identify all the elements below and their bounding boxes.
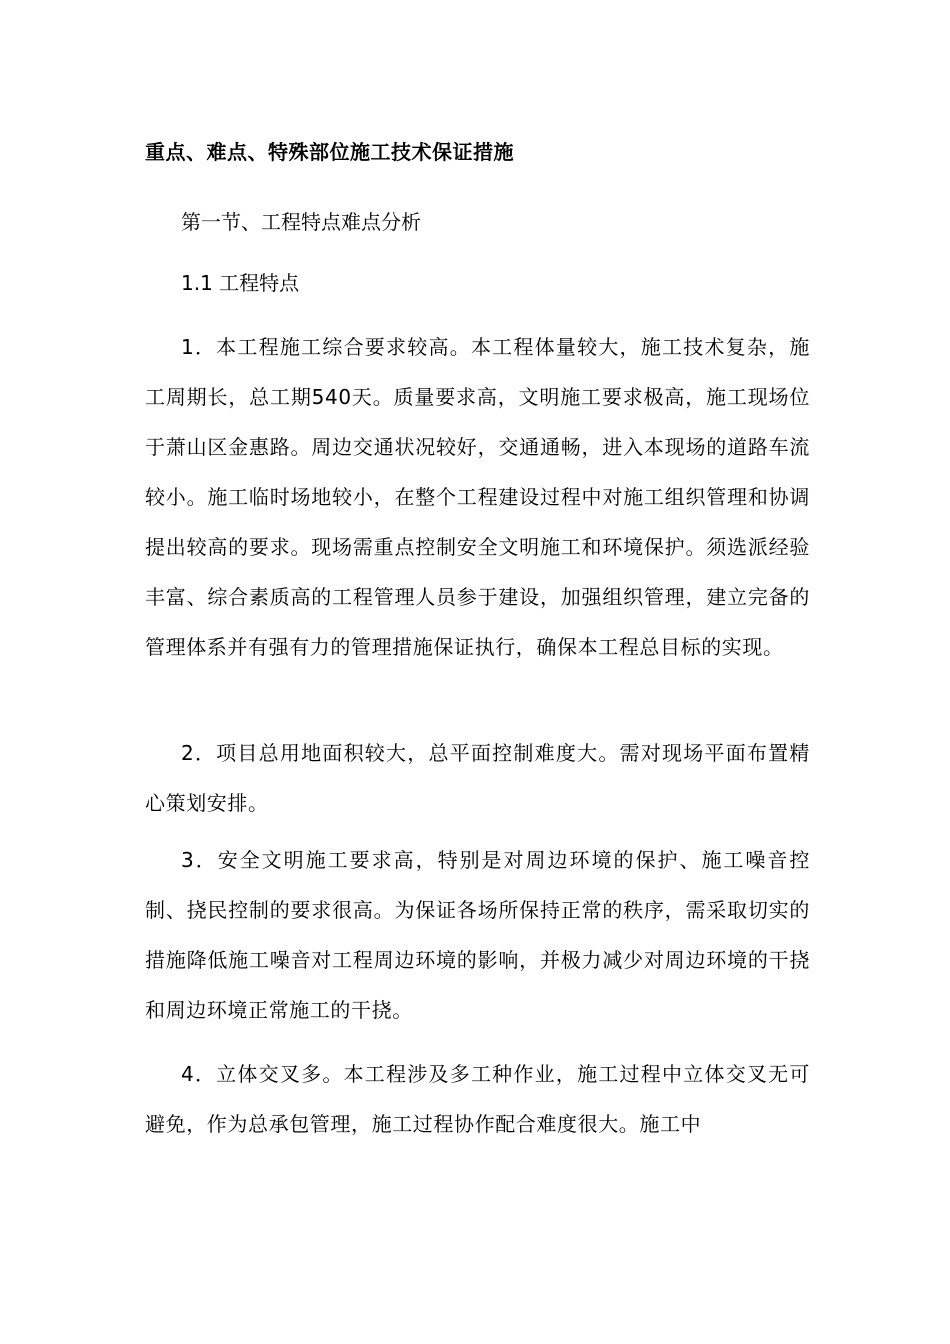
document-title: 重点、难点、特殊部位施工技术保证措施 <box>145 140 514 164</box>
subsection-heading: 1.1 工程特点 <box>181 271 300 295</box>
paragraph-4: 4．立体交叉多。本工程涉及多工种作业，施工过程中立体交叉无可避免，作为总承包管理，施工过程协作配合难度很大。施工中 <box>145 1062 810 1136</box>
paragraph-3: 3．安全文明施工要求高，特别是对周边环境的保护、施工噪音控制、挠民控制的要求很高。为保证各场所保持正常的秩序，需采取切实的措施降低施工噪音对工程周边环境的影响，并极力减少对周边环境的干挠和周边环境正常施工的干挠。 <box>145 848 810 1022</box>
section-heading: 第一节、工程特点难点分析 <box>181 210 421 234</box>
paragraph-1: 1．本工程施工综合要求较高。本工程体量较大，施工技术复杂，施工周期长，总工期540天。质量要求高，文明施工要求极高，施工现场位于萧山区金惠路。周边交通状况较好，交通通畅，进入本现场的道路车流较小。施工临时场地较小，在整个工程建设过程中对施工组织管理和协调提出较高的要求。现场需重点控制安全文明施工和环境保护。须选派经验丰富、综合素质高的工程管理人员参于建设，加强组织管理，建立完备的管理体系并有强有力的管理措施保证执行，确保本工程总目标的实现。 <box>145 335 810 659</box>
paragraph-2: 2．项目总用地面积较大，总平面控制难度大。需对现场平面布置精心策划安排。 <box>145 741 810 815</box>
